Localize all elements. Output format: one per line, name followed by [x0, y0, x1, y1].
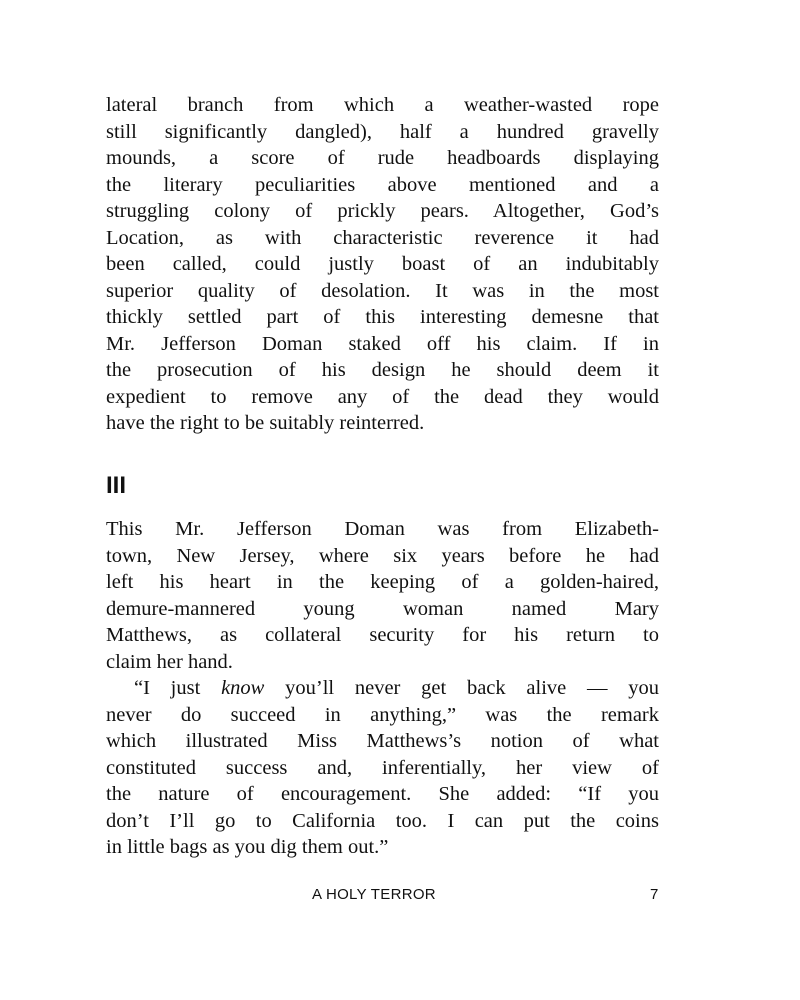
paragraph-line: in little bags as you dig them out.”: [106, 836, 389, 858]
page-number: 7: [650, 886, 659, 903]
paragraph-line: the prosecution of his design he should deem it: [106, 359, 659, 381]
paragraph-line: Location, as with characteristic reverence it had: [106, 226, 659, 249]
emphasized-word: know: [221, 677, 265, 699]
paragraph-line: which illustrated Miss Matthews’s notion of what: [106, 730, 659, 752]
paragraph-line: Matthews, as collateral security for his return to: [106, 624, 659, 646]
section-heading: III: [106, 472, 127, 499]
paragraph-2: [106, 516, 659, 675]
paragraph-line: never do succeed in anything,” was the remark: [106, 703, 659, 726]
paragraph-line: don’t I’ll go to California too. I can put the coins: [106, 809, 659, 832]
paragraph-line: demure-mannered young woman named Mary: [106, 597, 659, 620]
paragraph-line: expedient to remove any of the dead they would: [106, 385, 659, 408]
paragraph-first-line: [106, 675, 659, 702]
paragraph-line: This Mr. Jefferson Doman was from Elizabeth-: [106, 518, 659, 540]
paragraph-line: the literary peculiarities above mentioned and a: [106, 173, 659, 196]
paragraph-line: lateral branch from which a weather-wasted rope: [106, 94, 659, 116]
paragraph-line: town, New Jersey, where six years before he had: [106, 544, 659, 567]
paragraph-line: the nature of encouragement. She added: “If you: [106, 783, 659, 805]
paragraph-line: constituted success and, inferentially, her view of: [106, 756, 659, 779]
paragraph-line: left his heart in the keeping of a golden-haired,: [106, 571, 659, 593]
quote-continuation-text: you’ll never get back alive — you: [264, 677, 660, 699]
running-title: A HOLY TERROR: [312, 886, 436, 903]
paragraph-3: [106, 675, 659, 861]
paragraph-line: have the right to be suitably reinterred.: [106, 412, 425, 434]
paragraph-line: been called, could justly boast of an indubitably: [106, 253, 659, 275]
paragraph-1: [106, 92, 659, 437]
paragraph-line: superior quality of desolation. It was in the most: [106, 279, 659, 302]
paragraph-line: claim her hand.: [106, 650, 233, 673]
paragraph-line: thickly settled part of this interesting demesne that: [106, 306, 659, 328]
paragraph-line: struggling colony of prickly pears. Altogether, God’s: [106, 200, 659, 222]
paragraph-line: Mr. Jefferson Doman staked off his claim. If in: [106, 332, 659, 355]
paragraph-line: mounds, a score of rude headboards displaying: [106, 147, 659, 169]
paragraph-line: still significantly dangled), half a hundred gravelly: [106, 120, 659, 143]
quote-start-text: “I just: [134, 677, 222, 699]
